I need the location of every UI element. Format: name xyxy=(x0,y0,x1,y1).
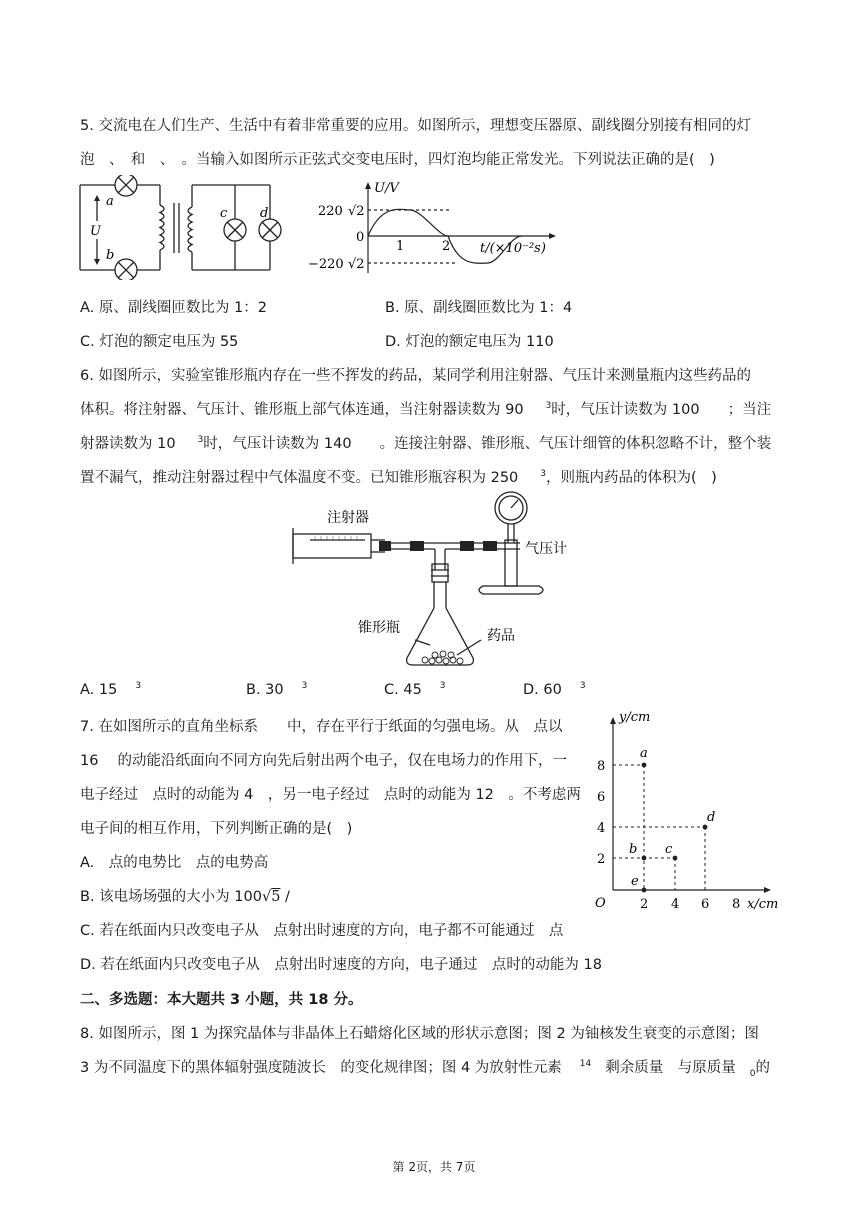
syringe-label: 注射器 xyxy=(327,510,369,526)
q8-line-1: 8. 如图所示，图 1 为探究晶体与非晶体上石蜡熔化区域的形状示意图；图 2 为铀核发生衰变的示意图；图 xyxy=(80,1026,759,1042)
lamp-d-label: d xyxy=(260,206,269,221)
q5-line-2: 泡 、 和 、 。当输入如图所示正弦式交变电压时，四灯泡均能正常发光。下列说法正确的是( ) xyxy=(80,152,715,168)
gauge-label: 气压计 xyxy=(525,541,567,557)
graph-tick-1: 1 xyxy=(396,239,405,254)
coordinate-graph xyxy=(585,705,795,910)
point-e-label: e xyxy=(631,874,639,889)
q5-option-d: D. 灯泡的额定电压为 110 xyxy=(385,334,554,350)
q7-option-b: B. 该电场场强的大小为 100√5 / xyxy=(80,889,290,905)
drug-label: 药品 xyxy=(487,628,515,644)
q7-line-1: 7. 在如图所示的直角坐标系 中，存在平行于纸面的匀强电场。从 点以 xyxy=(80,719,563,735)
q7-line-4: 电子间的相互作用，下列判断正确的是( ) xyxy=(80,821,353,837)
lamp-b-label: b xyxy=(106,248,115,263)
graph-y-label: U/V xyxy=(374,181,399,196)
transformer-circuit-figure xyxy=(70,175,290,280)
syringe-flask-apparatus-figure xyxy=(285,490,595,675)
q6-line-2: 体积。将注射器、气压计、锥形瓶上部气体连通，当注射器读数为 90 $^3$时，气压计读数为 100 ；当注 xyxy=(80,401,772,418)
graph-x-axis-label: x/cm xyxy=(747,897,779,910)
point-b-label: b xyxy=(629,842,638,857)
q5-option-a: A. 原、副线圈匝数比为 1：2 xyxy=(80,300,267,316)
q5-line-1: 5. 交流电在人们生产、生活中有着非常重要的应用。如图所示，理想变压器原、副线圈分别接有相同的灯 xyxy=(80,118,751,134)
x-tick-2: 2 xyxy=(640,897,649,910)
page-footer: 第 2页，共 7页 xyxy=(392,1160,476,1174)
q6-line-1: 6. 如图所示，实验室锥形瓶内存在一些不挥发的药品，某同学利用注射器、气压计来测量瓶内这些药品的 xyxy=(80,368,751,384)
point-d-label: d xyxy=(707,810,716,825)
section-heading-multi-choice: 二、多选题：本大题共 3 小题，共 18 分。 xyxy=(80,992,363,1008)
q7-line-3: 电子经过 点时的动能为 4 ，另一电子经过 点时的动能为 12 。不考虑两 xyxy=(80,787,581,803)
q6-line-3: 射器读数为 10 $^3$时，气压计读数为 140 。连接注射器、锥形瓶、气压计细管的体积忽略不计，整个装 xyxy=(80,435,772,452)
y-tick-8: 8 xyxy=(597,759,606,774)
sine-voltage-graph xyxy=(300,178,560,278)
voltage-u-label: U xyxy=(90,224,101,239)
graph-peak-negative: −220 xyxy=(308,257,344,272)
graph-origin-label: O xyxy=(595,896,606,910)
q6-option-d: D. 60 $^3$ xyxy=(523,681,586,698)
lamp-a-label: a xyxy=(106,194,114,209)
q6-line-4: 置不漏气，推动注射器过程中气体温度不变。已知锥形瓶容积为 250 $^3$，则瓶内药品的体积为( ) xyxy=(80,469,717,486)
q6-option-c: C. 45 $^3$ xyxy=(384,681,446,698)
svg-text:√2: √2 xyxy=(348,257,365,272)
q5-option-b: B. 原、副线圈匝数比为 1：4 xyxy=(385,300,573,316)
y-tick-2: 2 xyxy=(597,852,606,867)
point-a-label: a xyxy=(640,746,648,761)
q5-option-c: C. 灯泡的额定电压为 55 xyxy=(80,334,239,350)
graph-y-axis-label: y/cm xyxy=(619,710,651,725)
q7-option-a: A. 点的电势比 点的电势高 xyxy=(80,855,269,871)
q7-option-c: C. 若在纸面内只改变电子从 点射出时速度的方向，电子都不可能通过 点 xyxy=(80,923,564,939)
y-tick-4: 4 xyxy=(597,821,606,836)
q6-option-a: A. 15 $^3$ xyxy=(80,681,142,698)
svg-text:√2: √2 xyxy=(348,204,365,219)
y-tick-6: 6 xyxy=(597,790,606,805)
x-tick-6: 6 xyxy=(701,897,710,910)
x-tick-8: 8 xyxy=(732,897,741,910)
point-c-label: c xyxy=(665,842,673,857)
q6-option-b: B. 30 $^3$ xyxy=(246,681,308,698)
flask-label: 锥形瓶 xyxy=(358,620,400,636)
q7-line-2: 16 的动能沿纸面向不同方向先后射出两个电子，仅在电场力的作用下，一 xyxy=(80,753,568,769)
graph-x-label: t/(×10⁻²s) xyxy=(480,241,546,256)
graph-origin: 0 xyxy=(356,230,365,245)
q7-option-d: D. 若在纸面内只改变电子从 点射出时速度的方向，电子通过 点时的动能为 18 xyxy=(80,957,602,973)
graph-peak-positive: 220 xyxy=(318,204,343,219)
lamp-c-label: c xyxy=(220,206,228,221)
graph-tick-2: 2 xyxy=(442,239,451,254)
x-tick-4: 4 xyxy=(671,897,680,910)
q8-line-2: 3 为不同温度下的黑体辐射强度随波长 的变化规律图；图 4 为放射性元素 $^{14}$ 剩余质量 与原质量 $_0$的 xyxy=(80,1059,770,1079)
